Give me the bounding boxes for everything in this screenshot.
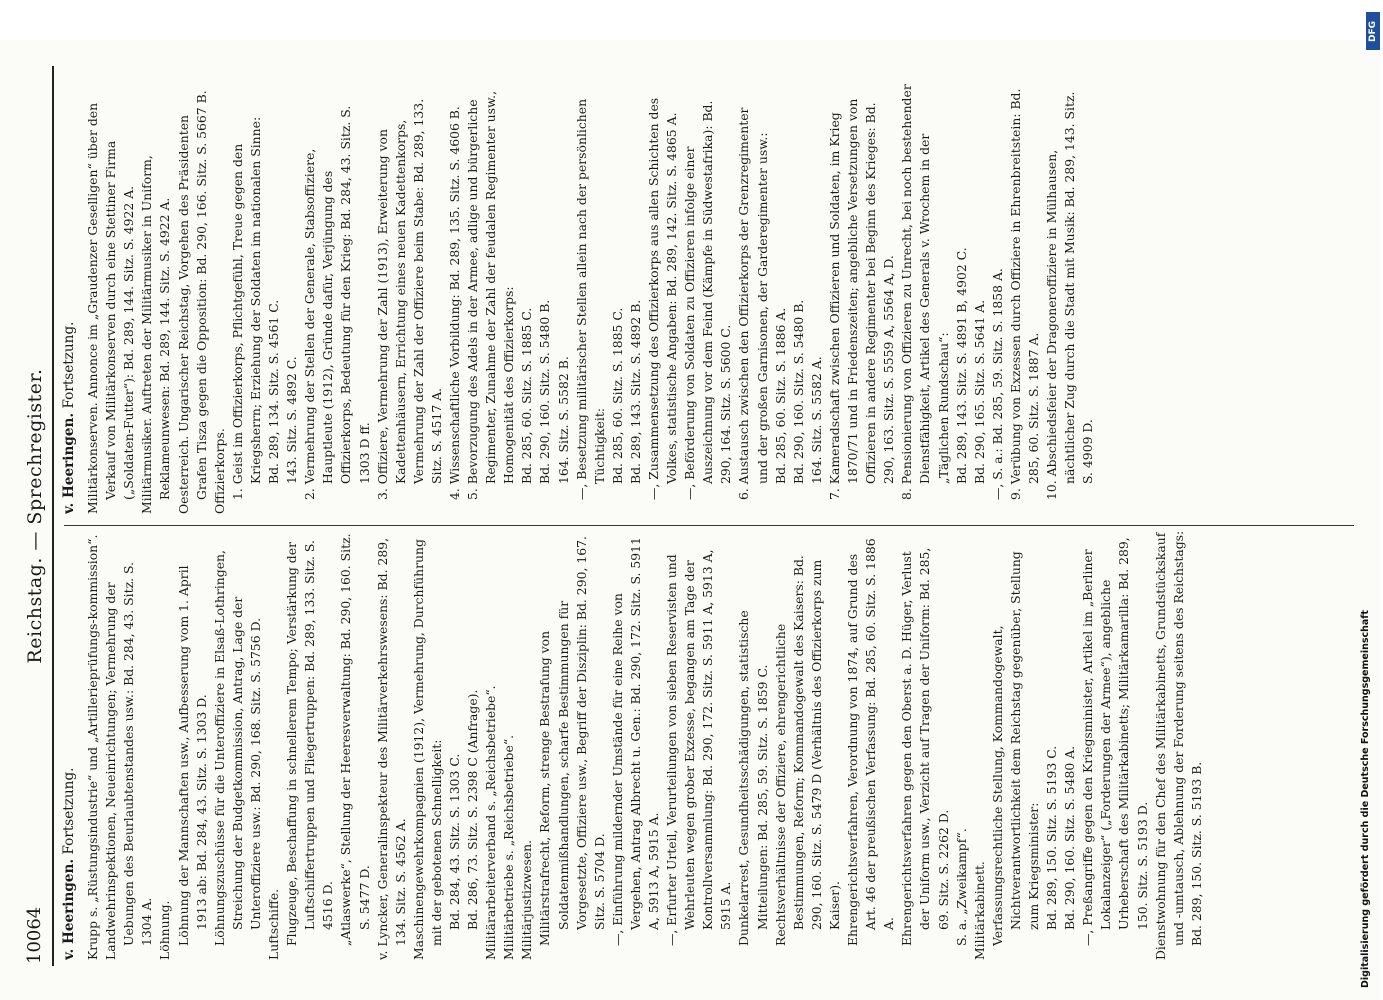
register-entry: Bd. 290, 165. Sitz. S. 5641 A. xyxy=(971,299,987,484)
register-entry: 5. Bevorzugung des Adels in der Armee, adlige und bürgerliche Regimenter, Zunahme der Zahl der feudalen Regimenter usw., Homogenität des Offizierkorps: xyxy=(465,90,517,500)
register-entry: —, Zusammensetzung des Offizierkorps aus allen Schichten des Volkes, statistische Angaben: Bd. 289, 142. Sitz. S. 4865 A. xyxy=(646,97,680,500)
register-entry: 164. Sitz. S. 5582 B. xyxy=(555,356,571,484)
register-entry: S. a. „Zweikampf“. xyxy=(953,828,969,946)
register-entry: Ehrengerichtsverfahren, Verordnung von 1874, auf Grund des Art. 46 der preußischen Verfassung: Bd. 285, 60. Sitz. S. 1886 A. xyxy=(845,538,897,946)
register-entry: Offizierkorps. xyxy=(211,428,227,514)
register-entry: Militärmusiker. Auftreten der Militärmusiker in Uniform, Reklameunwesen: Bd. 289, 144. Sitz. S. 4922 A. xyxy=(139,155,173,514)
register-entry: 6. Austausch zwischen den Offizierkorps der Grenzregimenter und der großen Garnisonen, der Garderegimenter usw.: xyxy=(736,107,770,500)
register-entry: Militärkonserven. Annonce im „Graudenzer Geselligen“ über den Verkauf von Militärkonserven durch eine Stettiner Firma („Soldaten-Futter“): Bd. 289, 144. Sitz. S. 4922 A. xyxy=(85,102,137,514)
register-entry: —, Erfurter Urteil, Verurteilungen von sieben Reservisten und Wehrleuten wegen grober Exzesse, begangen am Tage der Kontrollversammlung: Bd. 290, 172. Sitz. S. 5911 A, 5913 A, 5915 A. xyxy=(664,549,734,946)
register-entry: Löhnung. xyxy=(157,900,173,960)
register-entry: Bd. 285, 60. Sitz. S. 1885 C. xyxy=(609,307,625,484)
register-entry: 164. Sitz. S. 5582 A. xyxy=(808,356,824,484)
register-entry: Bd. 284, 43. Sitz. S. 1303 C. xyxy=(446,753,462,930)
register-entry: 4. Wissenschaftliche Vorbildung: Bd. 289, 135. Sitz. S. 4606 B. xyxy=(446,106,462,500)
register-entry: —, S. a.: Bd. 285, 59. Sitz. S. 1858 A. xyxy=(989,268,1005,500)
right-column xyxy=(60,84,1360,514)
dfg-logo-text: DFG xyxy=(1368,20,1378,42)
register-entry: Löhnungszuschüsse für die Unteroffiziere in Elsaß-Lothringen, Streichung der Budgetkommission, Antrag, Lage der Unteroffiziere usw.: Bd. 290, 168. Sitz. S. 5756 D. xyxy=(211,550,263,946)
column-divider xyxy=(64,525,1354,526)
register-entry: Maschinengewehrkompagnien (1912), Vermehrung, Durchführung mit der gebotenen Schnelligkeit: xyxy=(410,539,444,960)
register-entry: v. Lyncker, Generalinspekteur des Militärverkehrswesens: Bd. 289, 134. Sitz. S. 4562 A. xyxy=(374,537,408,960)
register-entry: Bd. 289, 134. Sitz. S. 4561 C. xyxy=(266,299,282,484)
register-entry: Bd. 290, 160. Sitz. S. 5480 A. xyxy=(1062,745,1078,930)
speaker-name: v. Heeringen. xyxy=(61,858,77,960)
digitization-credit: Digitalisierung gefördert durch die Deutsche Forschungsgemeinschaft xyxy=(1360,610,1371,988)
left-entry-list xyxy=(84,530,1206,960)
register-entry: 7. Kameradschaft zwischen Offizieren und Soldaten, im Krieg 1870/71 und in Friedenszeiten; angebliche Versetzungen von Offizieren in andere Regimenter bei Beginn des Krieges: Bd. 290, 163. Sitz. S. 5559 A, 5564 A, D. xyxy=(826,98,897,500)
register-entry: Flugzeuge, Beschaffung in schnellerem Tempo; Verstärkung der Luftschiffertruppen und Fliegertruppen: Bd. 289, 133. Sitz. S. 4516 D. xyxy=(284,540,336,946)
register-entry: Bd. 285, 60. Sitz. S. 1886 A. xyxy=(772,307,788,484)
page-header xyxy=(8,66,54,966)
register-entry: 1. Geist im Offizierkorps, Pflichtgefühl, Treue gegen den Kriegsherrn; Erziehung der Soldaten im nationalen Sinne: xyxy=(229,116,263,500)
register-entry: Krupp s. „Rüstungsindustrie“ und „Artillerieprüfungs-kommission“. xyxy=(85,534,101,960)
register-entry: Löhnung der Mannschaften usw., Aufbesserung vom 1. April 1913 ab: Bd. 284, 43. Sitz. S. 1303 D. xyxy=(175,565,209,946)
register-entry: 9. Verübung von Exzessen durch Offiziere in Ehrenbreitstein: Bd. 285, 60. Sitz. S. 1887 A. xyxy=(1007,88,1041,500)
register-entry: Dunkelarrest, Gesundheitsschädigungen, statistische Mitteilungen: Bd. 285, 59. Sitz. S. 1859 C. xyxy=(736,610,770,946)
register-entry: Dienstwohnung für den Chef des Militärkabinetts, Grundstückskauf und -umtausch, Ablehnung der Forderung seitens des Reichstags: Bd. 289, 150. Sitz. S. 5193 B. xyxy=(1152,530,1204,960)
register-entry: Militärbetriebe s. „Reichsbetriebe“. xyxy=(501,734,517,960)
register-entry: 3. Offiziere, Vermehrung der Zahl (1913), Erweiterung von Kadettenhäusern, Errichtung eines neuen Kadettenkorps, Vermehrung der Zahl der Offiziere beim Stabe: Bd. 289, 133. Sitz. S. 4517 A. xyxy=(374,98,444,500)
right-entry-list xyxy=(84,84,1097,514)
page-number: 10064 xyxy=(24,906,45,964)
register-entry: —, Beförderung von Soldaten zu Offizieren infolge einer Auszeichnung vor dem Feind (Kämpfe in Südwestafrika): Bd. 290, 164. Sitz. S. 5600 C. xyxy=(682,100,734,500)
speaker-name: v. Heeringen. xyxy=(61,412,77,514)
register-entry: Bd. 290, 160. Sitz. S. 5480 B. xyxy=(790,299,806,484)
continuation-label: Fortsetzung. xyxy=(61,767,77,855)
register-entry: Bd. 289, 150. Sitz. S. 5193 C. xyxy=(1044,745,1060,930)
left-column xyxy=(60,530,1360,960)
running-head: Reichstag. — Sprechregister. xyxy=(24,368,46,664)
register-entry: —, Preßangriffe gegen den Kriegsminister, Artikel im „Berliner Lokalanzeiger“ („Forderungen der Armee“), angebliche Urheberschaft des Militärkabinetts; Militärkamarilla: Bd. 289, 150. Sitz. S. 5193 D. xyxy=(1080,537,1150,946)
register-entry: —, Einführung mildernder Umstände für eine Reihe von Vergehen, Antrag Albrecht u. Gen.: Bd. 290, 172. Sitz. S. 5911 A, 5913 A, 5915 A. xyxy=(609,537,661,946)
register-entry: 10. Abschiedsfeier der Dragoneroffiziere in Mülhausen, nächtlicher Zug durch die Stadt mit Musik: Bd. 289, 143. Sitz. S. 4909 D. xyxy=(1044,91,1096,500)
register-entry: Bd. 289, 143. Sitz. S. 4891 B, 4902 C. xyxy=(953,247,969,484)
register-entry: Militärstrafrecht, Reform, strenge Bestrafung von Soldatenmißhandlungen, scharfe Bestimmungen für Vorgesetzte, Offiziere usw., Begriff der Disziplin: Bd. 290, 167. Sitz. S. 5704 D. xyxy=(537,536,607,946)
register-entry: 143. Sitz. S. 4892 C. xyxy=(284,356,300,484)
register-entry: —, Besetzung militärischer Stellen allein nach der persönlichen Tüchtigkeit: xyxy=(573,98,607,500)
register-entry: Rechtsverhältnisse der Offiziere, ehrengerichtliche Bestimmungen, Reform; Kommandogewalt des Kaisers: Bd. 290, 160. Sitz. S. 5479 D (Verhältnis des Offizierkorps zum Kaiser). xyxy=(772,555,842,946)
register-entry: Bd. 285, 60. Sitz. S. 1885 C. xyxy=(519,307,535,484)
register-entry: Militärkabinett. xyxy=(971,861,987,960)
register-entry: 2. Vermehrung der Stellen der Generale, Stabsoffiziere, Hauptleute (1912), Gründe dafür, Verjüngung des Offizierkorps, Bedeutung für den Krieg: Bd. 284, 43. Sitz. S. 1303 D ff. xyxy=(302,105,372,500)
register-entry: Oesterreich. Ungarischer Reichstag, Vorgehen des Präsidenten Grafen Tisza gegen die Opposition: Bd. 290, 166. Sitz. S. 5667 B. xyxy=(175,90,209,514)
register-entry: Luftschiffe. xyxy=(266,888,282,960)
register-entry: Bd. 286, 73. Sitz. S. 2398 C (Anfrage). xyxy=(465,689,481,930)
dfg-logo xyxy=(1366,12,1380,50)
register-entry: „Atlaswerke“, Stellung der Heeresverwaltung: Bd. 290, 160. Sitz. S. 5477 D. xyxy=(338,533,372,946)
continuation-label: Fortsetzung. xyxy=(61,321,77,409)
register-entry: 8. Pensionierung von Offizieren zu Unrecht, bei noch bestehender Dienstfähigkeit, Artikel des Generals v. Wrochem in der „Täglichen Rundschau“: xyxy=(899,84,951,500)
left-column-heading xyxy=(60,530,78,960)
register-entry: Bd. 289, 143. Sitz. S. 4892 B. xyxy=(627,299,643,484)
register-entry: Ehrengerichtsverfahren gegen den Oberst a. D. Hüger, Verlust der Uniform usw., Verzicht auf Tragen der Uniform: Bd. 285, 69. Sitz. S. 2262 D. xyxy=(899,547,951,946)
rotated-page xyxy=(0,40,1380,1000)
register-entry: Verfassungsrechtliche Stellung, Kommandogewalt, Nichtverantwortlichkeit dem Reichstag gegenüber, Stellung zum Kriegsminister: xyxy=(989,551,1041,946)
register-entry: Bd. 290, 160. Sitz. S. 5480 B. xyxy=(537,299,553,484)
right-column-heading xyxy=(60,84,78,514)
register-entry: Landwehrinspektionen, Neueinrichtungen; Vermehrung der Uebungen des Beurlaubtenstandes usw.: Bd. 284, 43. Sitz. S. 1304 A. xyxy=(103,561,155,960)
register-entry: Militärarbeiterverband s. „Reichsbetriebe“. xyxy=(483,685,499,960)
register-entry: Militärjustizwesen. xyxy=(519,839,535,960)
